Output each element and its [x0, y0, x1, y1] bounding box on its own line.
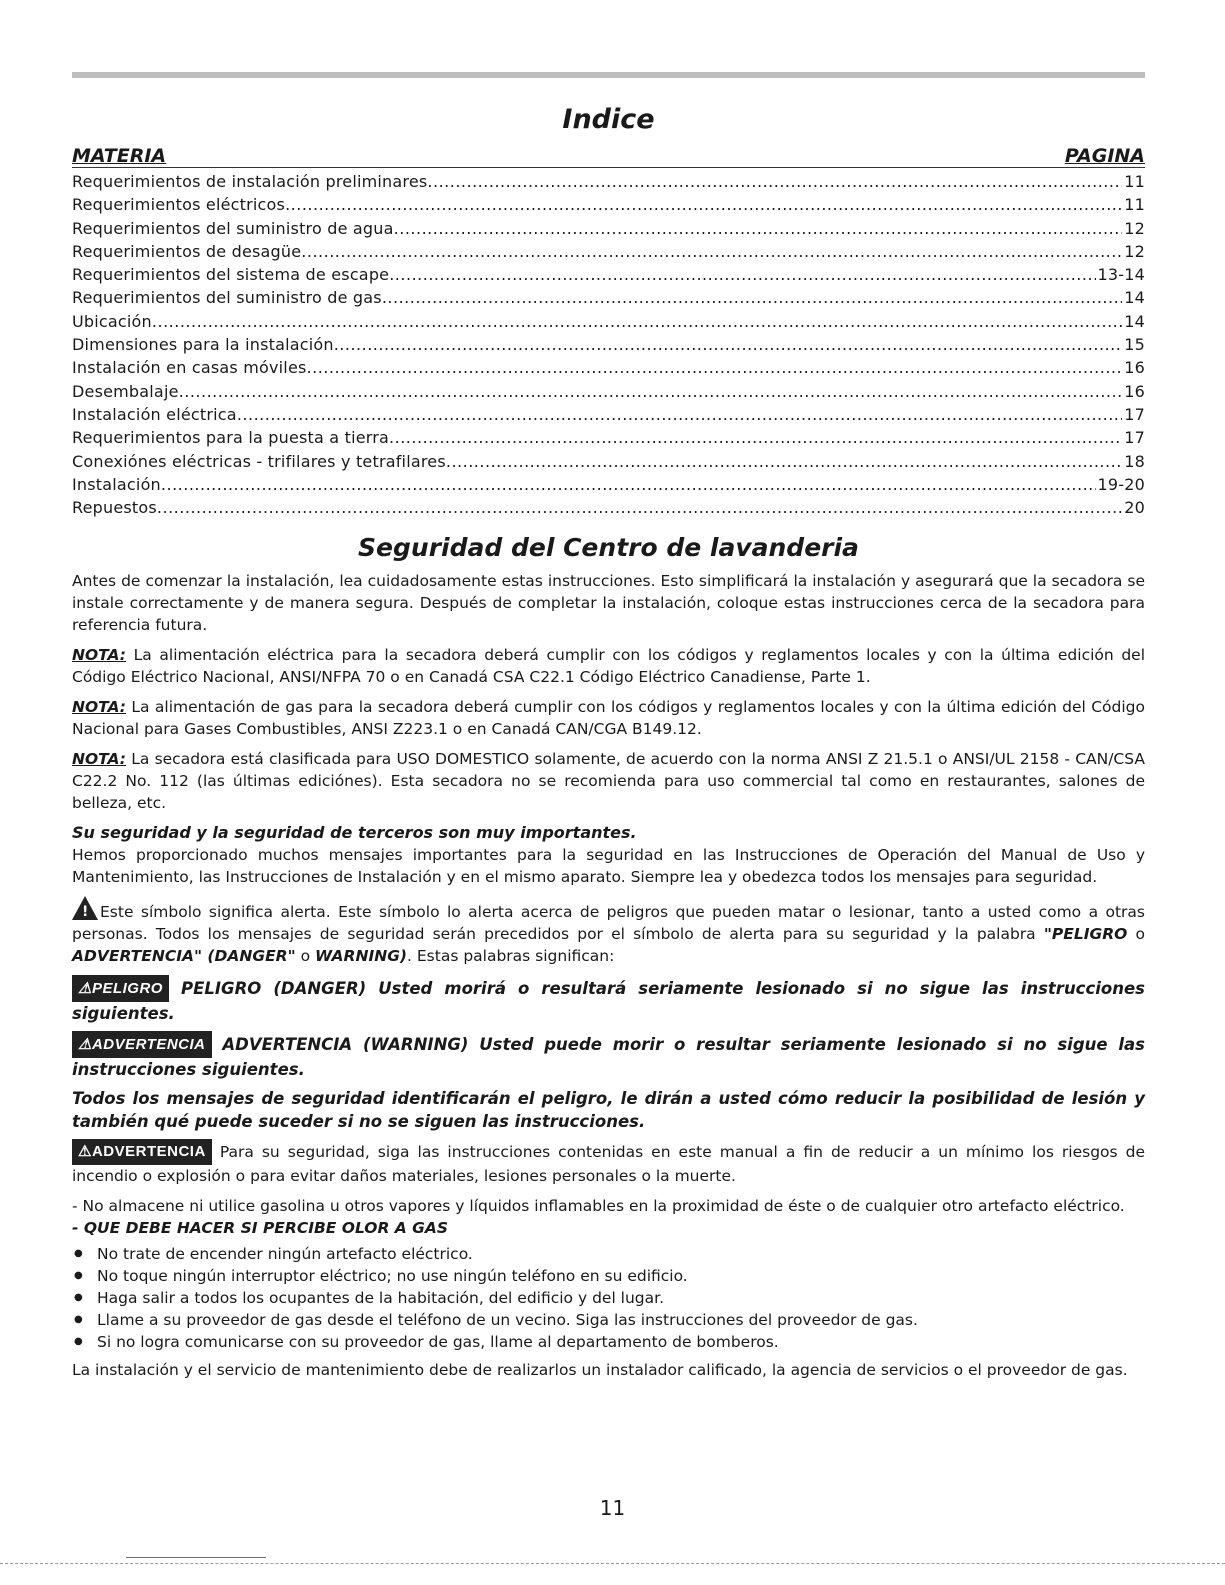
toc-entry: Requerimientos de instalación preliminares ..... 11: [72, 170, 1145, 193]
peligro-badge: ⚠PELIGRO: [72, 975, 169, 1002]
safety-text: Hemos proporcionado muchos mensajes importantes para la seguridad en las Instrucciones de Operación del Manual de Uso y Mantenimiento, las Instrucciones de Instalación y en el mismo aparato. Siempre lea y obedezca todos los mensajes para seguridad.: [72, 846, 1145, 887]
toc-entry: Instalación en casas móviles ..... 16: [72, 356, 1145, 379]
toc-col-page: PAGINA: [1064, 145, 1145, 167]
intro-paragraph: Antes de comenzar la instalación, lea cuidadosamente estas instrucciones. Esto simplificará la instalación y asegurará que la secadora se instale correctamente y de manera segura. Después de completar la instalación, coloque estas instrucciones cerca de la secadora para referencia futura.: [72, 572, 1145, 635]
advertencia-badge: ⚠ADVERTENCIA: [72, 1139, 212, 1165]
page-number: 11: [599, 1496, 626, 1520]
bullet-item: ● No trate de encender ningún artefacto eléctrico.: [72, 1243, 1145, 1265]
top-rule: [72, 72, 1145, 78]
toc-entry: Requerimientos de desagüe ..... 12: [72, 240, 1145, 263]
nota-label: NOTA:: [72, 646, 127, 665]
all-messages-note: Todos los mensajes de seguridad identificarán el peligro, le dirán a usted cómo reducir la posibilidad de lesión y también qué puede suceder si no se siguen las instrucciones.: [72, 1089, 1145, 1132]
bottom-link-line: [126, 1557, 266, 1558]
toc-entry: Conexiónes eléctricas - trifilares y tetrafilares ..... 18: [72, 450, 1145, 473]
page-content: [72, 96, 1145, 1389]
alert-triangle-icon: [72, 896, 98, 920]
warning-paragraph: ⚠ADVERTENCIA Para su seguridad, siga las instrucciones contenidas en este manual a fin de reducir a un mínimo los riesgos de incendio o explosión o para evitar daños materiales, lesiones personales o la muerte.: [72, 1139, 1145, 1187]
toc-entry: Requerimientos del suministro de gas ..... 14: [72, 286, 1145, 309]
gas-heading: - QUE DEBE HACER SI PERCIBE OLOR A GAS: [72, 1219, 449, 1238]
safety-title: Seguridad del Centro de lavanderia: [358, 533, 859, 563]
bullet-item: ● No toque ningún interruptor eléctrico; no use ningún teléfono en su edificio.: [72, 1265, 1145, 1287]
bullet-item: ● Llame a su proveedor de gas desde el teléfono de un vecino. Siga las instrucciones del proveedor de gas.: [72, 1309, 1145, 1331]
advertencia-definition: ⚠ADVERTENCIA ADVERTENCIA (WARNING) Usted puede morir o resultar seriamente lesionado si no sigue las instrucciones siguientes.: [72, 1031, 1145, 1081]
gas-bullets: [72, 1243, 1145, 1353]
toc-entry: Requerimientos del sistema de escape ..... 13-14: [72, 263, 1145, 286]
dash-item: - No almacene ni utilice gasolina u otros vapores y líquidos inflamables en la proximidad de éste o de cualquier otro artefacto eléctrico.: [72, 1197, 1125, 1216]
nota-1: NOTA: La alimentación eléctrica para la secadora deberá cumplir con los códigos y reglamentos locales y con la última edición del Código Eléctrico Nacional, ANSI/NFPA 70 o en Canadá CSA C22.1 Código Eléctrico Canadiense, Parte 1.: [72, 646, 1145, 687]
toc-entry: Instalación ..... 19-20: [72, 473, 1145, 496]
toc-entry: Ubicación ..... 14: [72, 310, 1145, 333]
toc-entry: Instalación eléctrica ..... 17: [72, 403, 1145, 426]
safety-heading: Su seguridad y la seguridad de terceros son muy importantes.: [72, 823, 637, 843]
bullet-item: ● Si no logra comunicarse con su proveedor de gas, llame al departamento de bomberos.: [72, 1331, 1145, 1353]
toc-entry: Repuestos ..... 20: [72, 496, 1145, 519]
bullet-item: ● Haga salir a todos los ocupantes de la habitación, del edificio y del lugar.: [72, 1287, 1145, 1309]
bottom-dotted-rule: [0, 1563, 1225, 1564]
nota-2: NOTA: La alimentación de gas para la secadora deberá cumplir con los códigos y reglamentos locales y con la última edición del Código Nacional para Gases Combustibles, ANSI Z223.1 o en Canadá CAN/CGA B149.12.: [72, 698, 1145, 739]
toc-list: [72, 170, 1145, 519]
advertencia-badge: ⚠ADVERTENCIA: [72, 1031, 212, 1058]
toc-entry: Requerimientos para la puesta a tierra ..... 17: [72, 426, 1145, 449]
nota-3: NOTA: La secadora está clasificada para USO DOMESTICO solamente, de acuerdo con la norma ANSI Z 21.5.1 o ANSI/UL 2158 - CAN/CSA C22.2 No. 112 (las últimas ediciónes). Esta secadora no se recomienda para uso commercial tal como en restaurantes, salones de belleza, etc.: [72, 750, 1145, 813]
alert-symbol-paragraph: !Este símbolo significa alerta. Este símbolo lo alerta acerca de peligros que pueden matar o lesionar, tanto a usted como a otras personas. Todos los mensajes de seguridad serán precedidos por el símbolo de alerta para su seguridad y la palabra "PELIGRO o ADVERTENCIA" (DANGER" o WARNING). Estas palabras significan:: [72, 896, 1145, 967]
index-title: Indice: [562, 104, 655, 135]
toc-entry: Requerimientos del suministro de agua ..... 12: [72, 217, 1145, 240]
nota-label: NOTA:: [72, 750, 127, 769]
closing-paragraph: La instalación y el servicio de mantenimiento debe de realizarlos un instalador calificado, la agencia de servicios o el proveedor de gas.: [72, 1361, 1128, 1380]
nota-label: NOTA:: [72, 698, 127, 717]
toc-entry: Desembalaje ..... 16: [72, 380, 1145, 403]
peligro-definition: ⚠PELIGRO PELIGRO (DANGER) Usted morirá o resultará seriamente lesionado si no sigue las instrucciones siguientes.: [72, 975, 1145, 1025]
toc-entry: Requerimientos eléctricos ..... 11: [72, 193, 1145, 216]
toc-header: [72, 145, 1145, 168]
dash-list: [72, 1195, 1145, 1239]
toc-col-subject: MATERIA: [72, 145, 167, 167]
toc-entry: Dimensiones para la instalación ..... 15: [72, 333, 1145, 356]
